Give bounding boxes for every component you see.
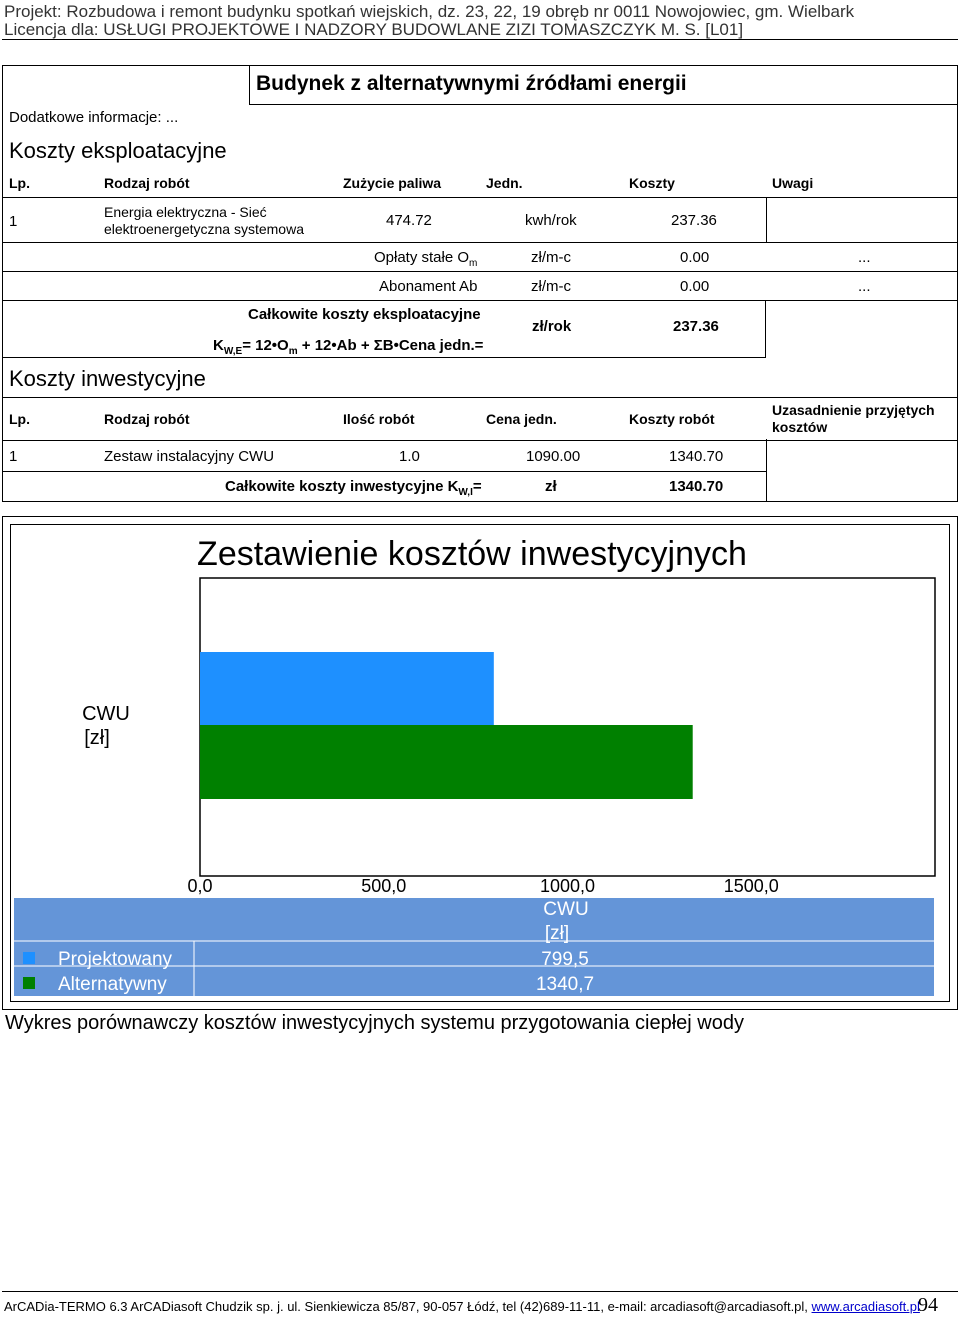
operating-total-unit: zł/rok — [532, 318, 572, 335]
x-tick-label: 500,0 — [361, 876, 407, 896]
inv-col-work: Rodzaj robót — [104, 411, 190, 427]
data-label-alternatywny: 1340,7 — [535, 974, 595, 995]
inv-col-qty: Ilość robót — [343, 411, 415, 427]
investment-total-unit: zł — [545, 478, 557, 495]
license-line: Licencja dla: USŁUGI PROJEKTOWE I NADZORY BUDOWLANE ZIZI TOMASZCZYK M. S. [L01] — [4, 20, 744, 39]
legend-label-alternatywny: Alternatywny — [58, 974, 167, 995]
x-tick-label: 1500,0 — [723, 876, 779, 896]
operating-costs-title: Koszty eksploatacyjne — [9, 138, 227, 163]
col-costs: Koszty — [629, 175, 675, 191]
building-title: Budynek z alternatywnymi źródłami energii — [256, 72, 687, 95]
operating-total-label: Całkowite koszty eksploatacyjne — [248, 306, 481, 323]
row-lp: 1 — [9, 213, 18, 230]
col-lp: Lp. — [9, 175, 30, 191]
category-label-line2: [zł] — [84, 727, 110, 749]
inv-row-qty: 1.0 — [399, 448, 420, 465]
investment-total-value: 1340.70 — [669, 478, 724, 495]
legend-swatch-alternatywny — [23, 977, 35, 989]
row-cost: 237.36 — [671, 212, 717, 229]
fixed-fee-note: ... — [858, 249, 871, 266]
col-notes: Uwagi — [772, 175, 814, 191]
col-fuel: Zużycie paliwa — [343, 175, 442, 191]
chart-caption: Wykres porównawczy kosztów inwestycyjnych systemu przygotowania ciepłej wody — [5, 1012, 744, 1034]
operating-total-value: 237.36 — [673, 318, 719, 335]
fixed-fee-value: 0.00 — [680, 249, 710, 266]
legend-swatch-projektowany — [23, 952, 35, 964]
row-unit: kwh/rok — [525, 212, 577, 229]
investment-total-label: Całkowite koszty inwestycyjne $K_{W,I}=$ — [225, 478, 482, 498]
extra-info: Dodatkowe informacje: ... — [9, 109, 179, 126]
subscription-label: Abonament Ab — [379, 278, 478, 295]
legend-label-projektowany: Projektowany — [58, 949, 173, 970]
investment-costs-title: Koszty inwestycyjne — [9, 366, 206, 391]
inv-row-lp: 1 — [9, 448, 18, 465]
page-number: 94 — [918, 1294, 938, 1316]
x-tick-label: 1000,0 — [539, 876, 596, 896]
table-header-line2: [zł] — [544, 923, 570, 944]
inv-col-justification-line2: kosztów — [772, 419, 828, 435]
inv-row-work: Zestaw instalacyjny CWU — [104, 448, 275, 465]
subscription-unit: zł/m-c — [531, 278, 571, 295]
x-tick-label: 0,0 — [187, 876, 213, 896]
fixed-fee-unit: zł/m-c — [531, 249, 571, 266]
subscription-value: 0.00 — [680, 278, 710, 295]
col-unit: Jedn. — [486, 175, 523, 191]
row-work-line1: Energia elektryczna - Sieć — [104, 204, 267, 220]
inv-col-justification-line1: Uzasadnienie przyjętych — [772, 402, 935, 418]
bar-alternatywny — [200, 725, 693, 799]
project-line: Projekt: Rozbudowa i remont budynku spotkań wiejskich, dz. 23, 22, 19 obręb nr 0011 Nowojowiec, gm. Wielbark — [4, 2, 855, 21]
footer-divider — [2, 1291, 958, 1292]
chart-title: Zestawienie kosztów inwestycyjnych — [197, 535, 747, 573]
fixed-fee-label: Opłaty stałe $O_m$ — [374, 249, 478, 269]
data-label-projektowany: 799,5 — [541, 949, 589, 970]
footer-link[interactable]: www.arcadiasoft.pl — [811, 1299, 920, 1314]
inv-col-lp: Lp. — [9, 411, 30, 427]
subscription-note: ... — [858, 278, 871, 295]
category-label-line1: CWU — [82, 703, 130, 725]
inv-col-cost: Koszty robót — [629, 411, 715, 427]
inv-row-cost: 1340.70 — [669, 448, 724, 465]
operating-total-formula: $K_{W,E}=$ $12•O_m$ + 12•Ab + ΣB•Cena jedn.= — [213, 337, 484, 357]
row-consumption: 474.72 — [386, 212, 432, 229]
footer-text: ArCADia-TERMO 6.3 ArCADiasoft Chudzik sp. j. ul. Sienkiewicza 85/87, 90-057 Łódź, tel (42)689-11-11, e-mail: arcadiasoft@arcadiasoft.pl, www.arcadiasoft.pl — [4, 1299, 920, 1314]
inv-row-price: 1090.00 — [526, 448, 581, 465]
bar-projektowany — [200, 652, 494, 726]
row-work-line2: elektroenergetyczna systemowa — [104, 221, 304, 237]
col-work: Rodzaj robót — [104, 175, 190, 191]
inv-col-price: Cena jedn. — [486, 411, 557, 427]
table-header-line1: CWU — [543, 899, 589, 920]
